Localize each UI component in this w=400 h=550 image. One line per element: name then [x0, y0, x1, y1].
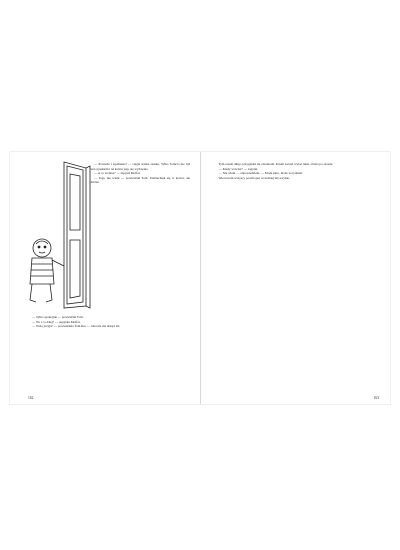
left-page	[10, 152, 201, 404]
paragraph: — A co zrobisz? — zapytał Moffat.	[94, 171, 141, 176]
right-page-number: 163	[373, 396, 379, 400]
right-page	[201, 152, 391, 404]
left-column-top	[90, 162, 190, 185]
left-page-number: 162	[28, 396, 34, 400]
door-figure-illustration	[20, 160, 98, 310]
paragraph: — Tego nie wiem — powiedział Tom. Uśmiechnął się w końcu, ale dobrze.	[90, 175, 190, 185]
right-column	[215, 162, 380, 180]
left-column-bottom	[28, 315, 190, 329]
paragraph: — Wolę przyjść — powiedziała Tom-Ika. — Ona nie ma dokąd iść.	[32, 324, 121, 329]
book-spread	[10, 152, 390, 404]
paragraph: — Nie wiem — odpowiedziała. — Może jutro, może za tydzień.	[218, 171, 303, 176]
paragraph: — No i co dalej? — zapytała Moffat.	[32, 319, 81, 324]
paragraph: — Powiedz i zgadniesz! — ciągle ściska stonkę. Tylko Tomcio nie był nad ogonkiem i na końcu jego się wydawało.	[90, 162, 190, 171]
paragraph: — Kiedy wrócisz? — zapytał.	[218, 166, 258, 171]
paragraph: Wieczorem wszyscy poszli spać wcześniej niż zwykle.	[218, 175, 290, 180]
paragraph: Tym razem długo przyglądał się obrazkom. Potem zaczął czytać tekst, strona po stronie.	[218, 162, 334, 166]
paragraph: — Tylko spokojnie — powiedział Tom.	[32, 315, 84, 319]
